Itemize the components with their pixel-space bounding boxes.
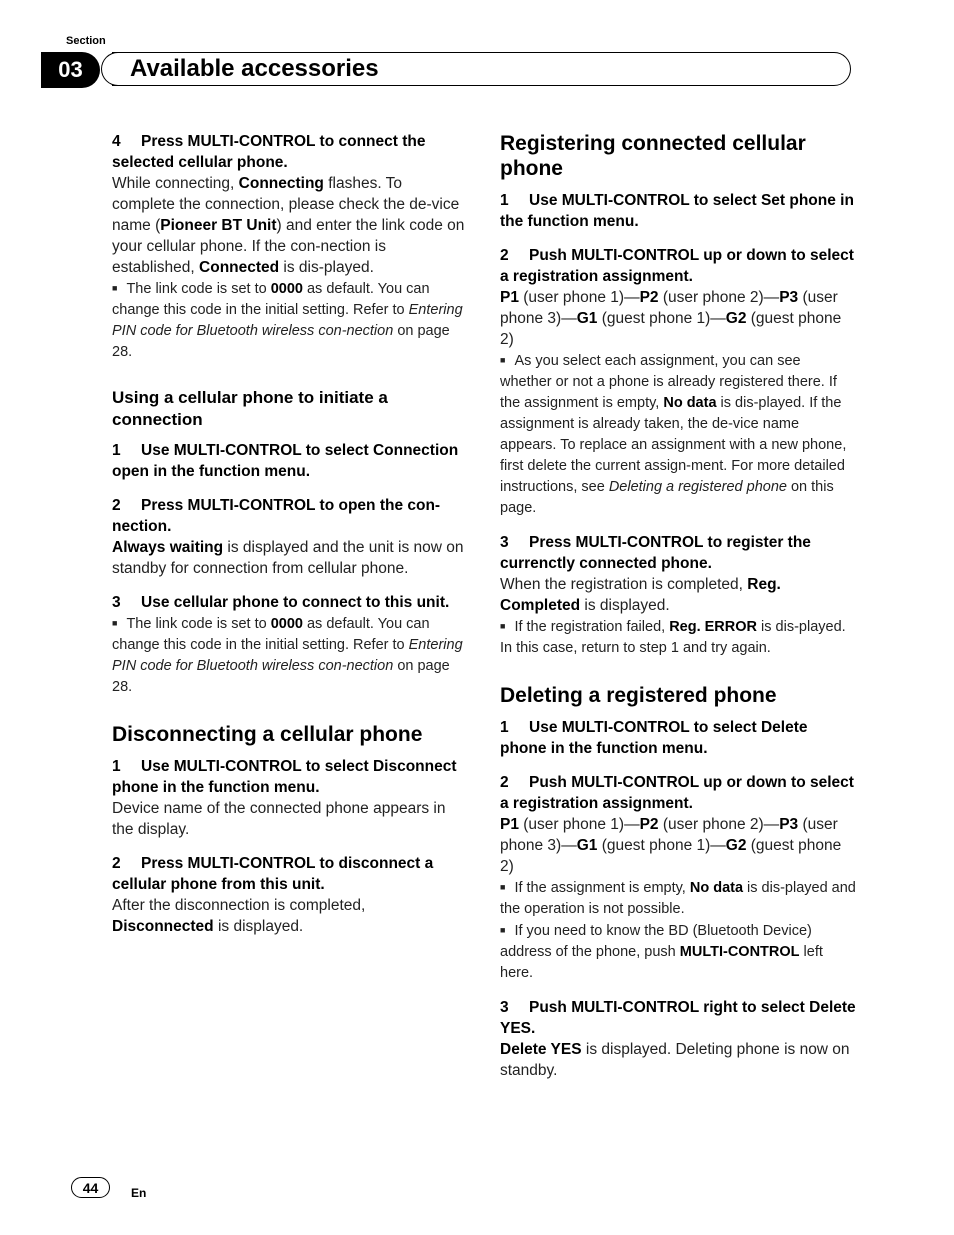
disconnect-step-2-body: After the disconnection is completed, Disconnected is displayed. bbox=[112, 897, 366, 935]
register-step-3: 3 Press MULTI-CONTROL to register the currenctly connected phone. bbox=[500, 534, 811, 572]
note-bullet-icon: ■ bbox=[500, 925, 506, 935]
register-step-2-body: P1 (user phone 1)—P2 (user phone 2)—P3 (user phone 3)—G1 (guest phone 1)—G2 (guest phone 2) bbox=[500, 289, 842, 348]
cross-reference: Deleting a registered phone bbox=[608, 479, 787, 495]
heading-registering: Registering connected cellular phone bbox=[500, 132, 806, 180]
delete-step-2-body: P1 (user phone 1)—P2 (user phone 2)—P3 (user phone 3)—G1 (guest phone 1)—G2 (guest phone 2) bbox=[500, 816, 842, 875]
initiate-step-3: 3 Use cellular phone to connect to this unit. bbox=[112, 594, 450, 611]
register-step-2-note: ■ As you select each assignment, you can see whether or not a phone is already registered there. If the assignment is empty, No data is dis-played. If the assignment is already taken, the de-vice name appears. To replace an assignment with a new phone, first delete the current assign-ment. For more detailed instructions, see Deleting a registered phone on this page. bbox=[500, 353, 847, 516]
note-bullet-icon: ■ bbox=[500, 355, 506, 365]
initiate-step-3-note: ■ The link code is set to 0000 as default. You can change this code in the initial setting. Refer to Entering PIN code for Bluetooth wireless con-nection on page 28. bbox=[112, 616, 463, 695]
disconnect-step-1-body: Device name of the connected phone appears in the display. bbox=[112, 800, 446, 838]
initiate-step-1: 1 Use MULTI-CONTROL to select Connection open in the function menu. bbox=[112, 442, 459, 480]
step-4-body: While connecting, Connecting flashes. To complete the connection, please check the de-vice name (Pioneer BT Unit) and enter the link code on your cellular phone. If the con-nection is established, Connected is dis-played. bbox=[112, 175, 465, 276]
delete-step-3: 3 Push MULTI-CONTROL right to select Delete YES. bbox=[500, 999, 856, 1037]
delete-step-2-note-1: ■ If the assignment is empty, No data is dis-played and the operation is not possible. bbox=[500, 880, 856, 917]
register-step-2: 2 Push MULTI-CONTROL up or down to select a registration assignment. bbox=[500, 247, 854, 285]
delete-step-3-body: Delete YES is displayed. Deleting phone is now on standby. bbox=[500, 1041, 850, 1079]
note-bullet-icon: ■ bbox=[112, 618, 118, 628]
page-title: Available accessories bbox=[130, 55, 379, 82]
heading-deleting: Deleting a registered phone bbox=[500, 684, 777, 707]
language-code: En bbox=[131, 1186, 147, 1200]
register-step-3-note: ■ If the registration failed, Reg. ERROR is dis-played. In this case, return to step 1 and try again. bbox=[500, 619, 846, 656]
delete-step-1: 1 Use MULTI-CONTROL to select Delete phone in the function menu. bbox=[500, 719, 808, 757]
initiate-step-2: 2 Press MULTI-CONTROL to open the con-nection. bbox=[112, 497, 441, 535]
note-bullet-icon: ■ bbox=[500, 621, 506, 631]
note-bullet-icon: ■ bbox=[112, 283, 118, 293]
subheading-initiate-connection: Using a cellular phone to initiate a connection bbox=[112, 388, 388, 429]
left-column bbox=[112, 131, 468, 937]
initiate-step-2-body: Always waiting is displayed and the unit is now on standby for connection from cellular phone. bbox=[112, 539, 464, 577]
heading-disconnecting: Disconnecting a cellular phone bbox=[112, 723, 423, 746]
disconnect-step-2: 2 Press MULTI-CONTROL to disconnect a cellular phone from this unit. bbox=[112, 855, 434, 893]
section-number-badge: 03 bbox=[41, 52, 100, 88]
delete-step-2: 2 Push MULTI-CONTROL up or down to select a registration assignment. bbox=[500, 774, 854, 812]
delete-step-2-note-2: ■ If you need to know the BD (Bluetooth Device) address of the phone, push MULTI-CONTROL left here. bbox=[500, 923, 823, 981]
cross-reference: Entering PIN code for Bluetooth wireless con-nection bbox=[112, 302, 463, 339]
disconnect-step-1: 1 Use MULTI-CONTROL to select Disconnect phone in the function menu. bbox=[112, 758, 457, 796]
step-4-heading: 4 Press MULTI-CONTROL to connect the selected cellular phone. bbox=[112, 133, 426, 171]
cross-reference: Entering PIN code for Bluetooth wireless con-nection bbox=[112, 637, 463, 674]
right-column bbox=[500, 131, 856, 1081]
page-number: 44 bbox=[71, 1177, 110, 1198]
note-bullet-icon: ■ bbox=[500, 882, 506, 892]
step-4-note: ■ The link code is set to 0000 as default. You can change this code in the initial setting. Refer to Entering PIN code for Bluetooth wireless con-nection on page 28. bbox=[112, 281, 463, 360]
register-step-1: 1 Use MULTI-CONTROL to select Set phone in the function menu. bbox=[500, 192, 854, 230]
section-label: Section bbox=[66, 35, 106, 47]
register-step-3-body: When the registration is completed, Reg. Completed is displayed. bbox=[500, 576, 781, 614]
